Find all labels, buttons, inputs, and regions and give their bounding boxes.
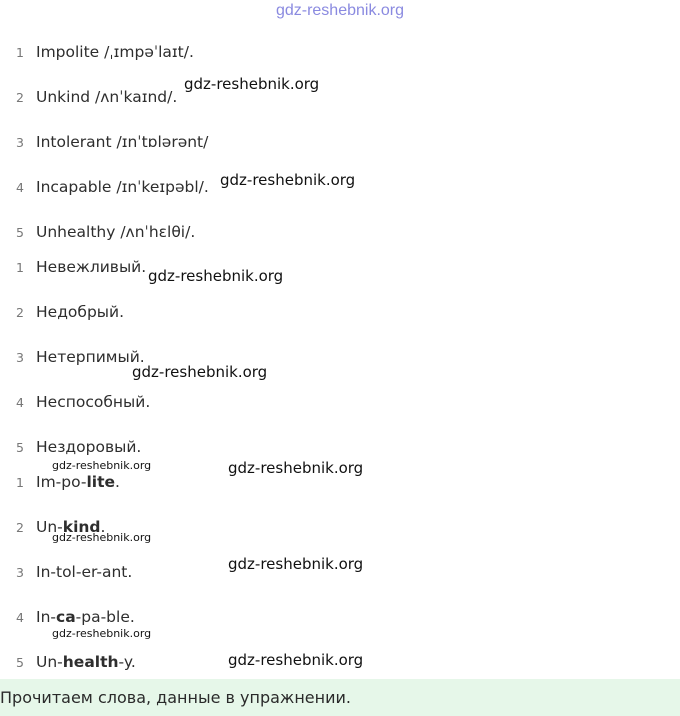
watermark: gdz-reshebnik.org — [148, 267, 284, 285]
item-number: 3 — [16, 564, 24, 580]
watermark: gdz-reshebnik.org — [228, 555, 364, 573]
item-number: 5 — [16, 654, 24, 670]
item-text — [36, 473, 120, 491]
item-text — [36, 608, 135, 626]
watermark: gdz-reshebnik.org — [220, 171, 356, 189]
watermark: gdz-reshebnik.org — [132, 363, 268, 381]
item-number: 2 — [16, 304, 24, 320]
item-number: 4 — [16, 179, 24, 195]
hint-text: Прочитаем слова, данные в упражнении. — [0, 688, 351, 707]
watermark: gdz-reshebnik.org — [228, 651, 364, 669]
item-text: Unkind /ʌnˈkaɪnd/. — [36, 88, 178, 106]
stressed-syllable: kind — [62, 518, 101, 536]
stressed-syllable: ca — [56, 608, 76, 626]
watermark: gdz-reshebnik.org — [52, 627, 152, 640]
item-text: Incapable /ɪnˈkeɪpəbl/. — [36, 178, 209, 196]
item-number: 4 — [16, 394, 24, 410]
watermark: gdz-reshebnik.org — [52, 459, 152, 472]
syllable-part: Un- — [36, 653, 63, 671]
item-text: Нездоровый. — [36, 438, 142, 456]
syllable-part: Un- — [36, 518, 63, 536]
watermark: gdz-reshebnik.org — [228, 459, 364, 477]
item-number: 1 — [16, 44, 24, 60]
syllable-part: Im-po- — [36, 473, 87, 491]
syllable-part: In-tol-er-ant. — [36, 563, 133, 581]
item-number: 5 — [16, 224, 24, 240]
syllable-part: -y. — [118, 653, 136, 671]
hint-bar — [0, 679, 680, 716]
item-number: 3 — [16, 134, 24, 150]
item-number: 5 — [16, 439, 24, 455]
item-text — [36, 653, 136, 671]
item-number: 3 — [16, 349, 24, 365]
item-number: 1 — [16, 474, 24, 490]
watermark: gdz-reshebnik.org — [52, 531, 152, 544]
item-text: Unhealthy /ʌnˈhɛlθi/. — [36, 223, 196, 241]
item-text: Impolite /ˌɪmpəˈlaɪt/. — [36, 43, 194, 61]
syllable-part: In- — [36, 608, 56, 626]
watermark: gdz-reshebnik.org — [184, 75, 320, 93]
stressed-syllable: health — [62, 653, 119, 671]
syllable-part: -pa-ble. — [75, 608, 135, 626]
item-number: 1 — [16, 259, 24, 275]
item-text: Нетерпимый. — [36, 348, 145, 366]
item-text: Intolerant /ɪnˈtɒlərənt/ — [36, 133, 209, 151]
item-number: 4 — [16, 609, 24, 625]
item-number: 2 — [16, 519, 24, 535]
stressed-syllable: lite — [86, 473, 116, 491]
syllable-part: . — [100, 518, 106, 536]
item-text: Невежливый. — [36, 258, 147, 276]
item-text: Неспособный. — [36, 393, 151, 411]
item-text: Недобрый. — [36, 303, 125, 321]
top-watermark: gdz-reshebnik.org — [275, 2, 405, 19]
item-text — [36, 563, 132, 581]
syllable-part: . — [115, 473, 120, 491]
item-number: 2 — [16, 89, 24, 105]
